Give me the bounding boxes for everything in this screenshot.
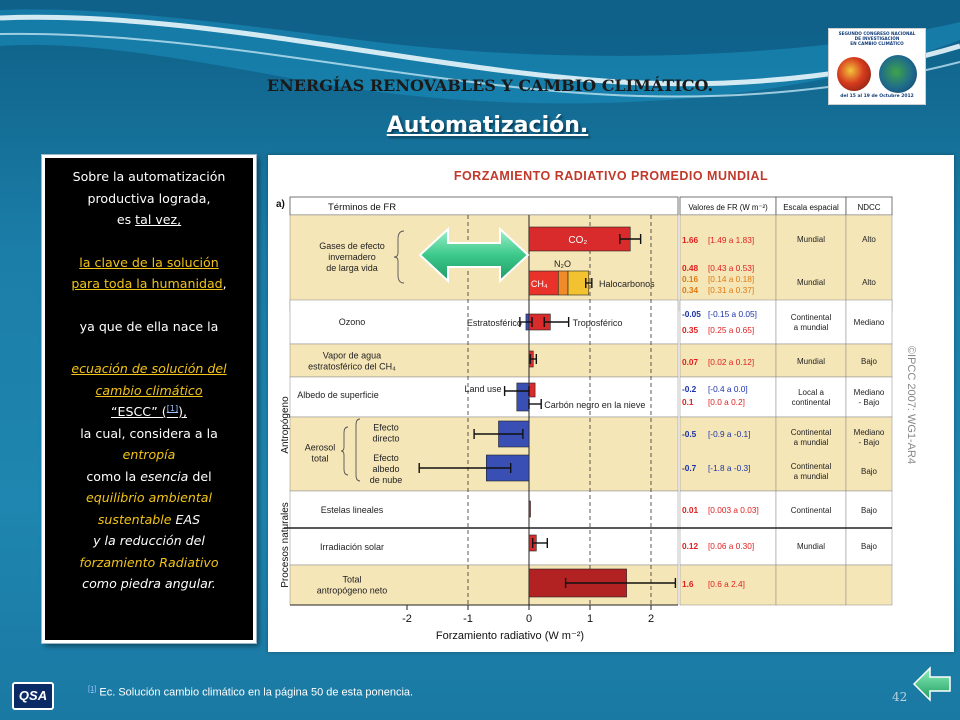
cell-background bbox=[776, 565, 846, 605]
ndcc-cell: Alto bbox=[862, 278, 876, 287]
cell-background bbox=[846, 377, 892, 417]
bar-label-ch4: CH₄ bbox=[530, 279, 548, 289]
copyright-label: ©IPCC 2007: WG1-AR4 bbox=[905, 345, 917, 465]
fr-range: [-0.15 a 0.05] bbox=[708, 309, 757, 319]
fr-range: [0.31 a 0.37] bbox=[708, 285, 755, 295]
term-label: Gases de efecto bbox=[319, 241, 385, 251]
logo-dates: del 15 al 19 de Octubre 2012 bbox=[840, 94, 914, 99]
fr-range: [0.14 a 0.18] bbox=[708, 274, 755, 284]
x-tick-label: 2 bbox=[647, 613, 655, 625]
x-axis-label: Forzamiento radiativo (W m⁻²) bbox=[435, 630, 585, 642]
term-label: Efecto bbox=[373, 453, 399, 463]
fr-value: -0.5 bbox=[682, 429, 697, 439]
header-ndcc: NDCC bbox=[857, 203, 881, 212]
bar-label-halocarbons: Halocarbonos bbox=[599, 279, 655, 289]
radiative-forcing-chart bbox=[268, 155, 954, 652]
escc-line: “ESCC” ([1]), bbox=[110, 403, 187, 419]
x-tick-label: -1 bbox=[463, 613, 473, 625]
bar-label-land-use: Land use bbox=[464, 384, 502, 394]
scale-cell: Continental bbox=[790, 313, 832, 322]
bar-label-n2o: N₂O bbox=[554, 259, 572, 269]
scale-cell: a mundial bbox=[793, 438, 829, 447]
fr-value: 1.66 bbox=[682, 235, 699, 245]
fr-range: [0.02 a 0.12] bbox=[708, 357, 755, 367]
ndcc-cell: Mediano bbox=[853, 318, 885, 327]
term-label: estratosférico del CH₄ bbox=[308, 361, 396, 372]
fr-value: -0.7 bbox=[682, 463, 697, 473]
panel-label: a) bbox=[276, 199, 285, 210]
bar-contrails bbox=[529, 501, 531, 517]
ndcc-cell: Bajo bbox=[860, 467, 878, 476]
scale-cell: Local a bbox=[798, 388, 824, 397]
footnote-ref-link[interactable]: [1] bbox=[166, 403, 179, 413]
ndcc-cell: Mediano bbox=[853, 388, 885, 397]
ndcc-cell: Bajo bbox=[860, 542, 878, 551]
cell-background bbox=[846, 565, 892, 605]
qsa-logo: QSA bbox=[12, 682, 54, 710]
text-line: la cual, considera a la entropía bbox=[80, 425, 218, 462]
term-label: de nube bbox=[369, 475, 403, 485]
scale-cell: Mundial bbox=[796, 235, 826, 244]
cell-background bbox=[776, 300, 846, 344]
highlight-escc-equation: ecuación de solución del cambio climático bbox=[71, 361, 227, 398]
term-label: Ozono bbox=[338, 317, 366, 327]
scale-cell: a mundial bbox=[793, 323, 829, 332]
scale-cell: Mundial bbox=[796, 357, 826, 366]
cell-background bbox=[776, 377, 846, 417]
fr-range: [-0.9 a -0.1] bbox=[708, 429, 751, 439]
ndcc-cell: Alto bbox=[862, 235, 876, 244]
term-label: Total bbox=[342, 574, 362, 585]
scale-cell: Mundial bbox=[796, 542, 826, 551]
term-label: Estelas lineales bbox=[320, 505, 384, 515]
fr-range: [0.003 a 0.03] bbox=[708, 505, 759, 515]
bar-label-trop: Troposférico bbox=[572, 318, 623, 328]
scale-cell: Continental bbox=[790, 428, 832, 437]
text-line: para toda la humanidad, bbox=[71, 276, 227, 291]
header-values: Valores de FR (W m⁻²) bbox=[688, 203, 768, 212]
footnote: [1] Ec. Solución cambio climático en la página 50 de esta ponencia. bbox=[88, 684, 414, 699]
group-label-anthro: Antropógeno bbox=[280, 396, 291, 454]
fr-value: 0.12 bbox=[682, 541, 699, 551]
scale-cell: Continental bbox=[790, 462, 832, 471]
automation-text-box bbox=[42, 155, 256, 643]
ndcc-cell: Mediano bbox=[853, 428, 885, 437]
x-tick-label: 0 bbox=[525, 613, 533, 625]
term-label: directo bbox=[372, 433, 400, 444]
term-label: Irradiación solar bbox=[319, 542, 385, 552]
fr-value: 0.16 bbox=[682, 274, 699, 284]
highlight-key-solution: la clave de la solución bbox=[79, 254, 219, 270]
fr-range: [0.25 a 0.65] bbox=[708, 325, 755, 335]
bar-1 bbox=[558, 271, 568, 295]
congress-logo bbox=[828, 28, 926, 105]
term-label: Efecto bbox=[373, 422, 399, 433]
bar-label-co2: CO₂ bbox=[568, 235, 588, 246]
text-line: ya que de ella nace la bbox=[79, 318, 219, 334]
fr-range: [0.43 a 0.53] bbox=[708, 263, 755, 273]
fr-value: 0.34 bbox=[682, 285, 699, 295]
fr-value: -0.05 bbox=[682, 309, 701, 319]
text-line: y la reducción del bbox=[93, 533, 205, 548]
scale-cell: Mundial bbox=[796, 278, 826, 287]
red-globe-icon bbox=[837, 57, 871, 91]
fr-range: [1.49 a 1.83] bbox=[708, 235, 755, 245]
fr-range: [-0.4 a 0.0] bbox=[708, 384, 748, 394]
ndcc-cell: Bajo bbox=[860, 506, 878, 515]
bar-black-carbon bbox=[529, 383, 535, 397]
fr-range: [0.06 a 0.30] bbox=[708, 541, 755, 551]
term-label: total bbox=[311, 453, 329, 464]
chart-title: FORZAMIENTO RADIATIVO PROMEDIO MUNDIAL bbox=[453, 169, 769, 183]
fr-value: -0.2 bbox=[682, 384, 697, 394]
header-terms: Términos de FR bbox=[328, 202, 397, 213]
row-background bbox=[290, 344, 678, 377]
cell-background bbox=[846, 215, 892, 311]
header-scale: Escala espacial bbox=[783, 203, 839, 212]
fr-value: 0.1 bbox=[682, 397, 694, 407]
term-label: albedo bbox=[372, 464, 400, 474]
green-globe-icon bbox=[879, 55, 917, 93]
scale-cell: continental bbox=[791, 398, 831, 407]
row-background bbox=[290, 417, 678, 491]
fr-value: 0.01 bbox=[682, 505, 699, 515]
fr-value: 1.6 bbox=[682, 579, 694, 589]
bar-label-strat: Estratosférico bbox=[466, 318, 522, 328]
ndcc-cell: - Bajo bbox=[858, 398, 880, 407]
double-arrow-icon bbox=[418, 226, 530, 284]
term-label: Vapor de agua bbox=[322, 350, 382, 361]
page-number: 42 bbox=[892, 690, 908, 704]
cell-background bbox=[776, 215, 846, 311]
term-label: Albedo de superficie bbox=[297, 390, 379, 400]
text-line: Sobre la automatización productiva lograda, bbox=[72, 169, 226, 206]
slide-title: Automatización. bbox=[386, 113, 589, 138]
fr-value: 0.35 bbox=[682, 325, 699, 335]
scale-cell: Continental bbox=[790, 506, 832, 515]
presentation-header-title: ENERGÍAS RENOVABLES Y CAMBIO CLIMÁTICO. bbox=[266, 76, 714, 95]
text-line: como piedra angular. bbox=[82, 576, 216, 591]
bar-land-use bbox=[517, 383, 529, 411]
ndcc-cell: Bajo bbox=[860, 357, 878, 366]
fr-range: [-1.8 a -0.3] bbox=[708, 463, 751, 473]
logo-title: SEGUNDO CONGRESO NACIONAL DE INVESTIGACIÓN EN CAMBIO CLIMÁTICO bbox=[838, 31, 916, 46]
back-arrow-button[interactable] bbox=[912, 666, 952, 702]
ndcc-cell: - Bajo bbox=[858, 438, 880, 447]
footnote-ref[interactable]: [1] bbox=[88, 684, 97, 693]
text-line: equilibrio ambiental bbox=[86, 490, 212, 505]
fr-value: 0.48 bbox=[682, 263, 699, 273]
text-line: es tal vez, bbox=[116, 212, 182, 227]
term-label: de larga vida bbox=[326, 263, 378, 273]
term-label: Aerosol bbox=[304, 442, 336, 453]
term-label: antropógeno neto bbox=[316, 585, 388, 596]
cell-background bbox=[680, 300, 776, 344]
scale-cell: a mundial bbox=[793, 472, 829, 481]
bar-label-black-carbon: Carbón negro en la nieve bbox=[544, 400, 646, 410]
fr-range: [0.0 a 0.2] bbox=[708, 397, 745, 407]
text-line: como la esencia del bbox=[86, 468, 212, 484]
fr-range: [0.6 a 2.4] bbox=[708, 579, 745, 589]
group-label-natural: Procesos naturales bbox=[280, 502, 291, 588]
x-tick-label: -2 bbox=[402, 613, 412, 625]
text-line: forzamiento Radiativo bbox=[79, 554, 219, 570]
chart-svg bbox=[268, 155, 954, 652]
x-tick-label: 1 bbox=[586, 613, 594, 625]
term-label: invernadero bbox=[328, 252, 376, 262]
text-line: sustentable EAS bbox=[97, 511, 201, 527]
fr-value: 0.07 bbox=[682, 357, 699, 367]
